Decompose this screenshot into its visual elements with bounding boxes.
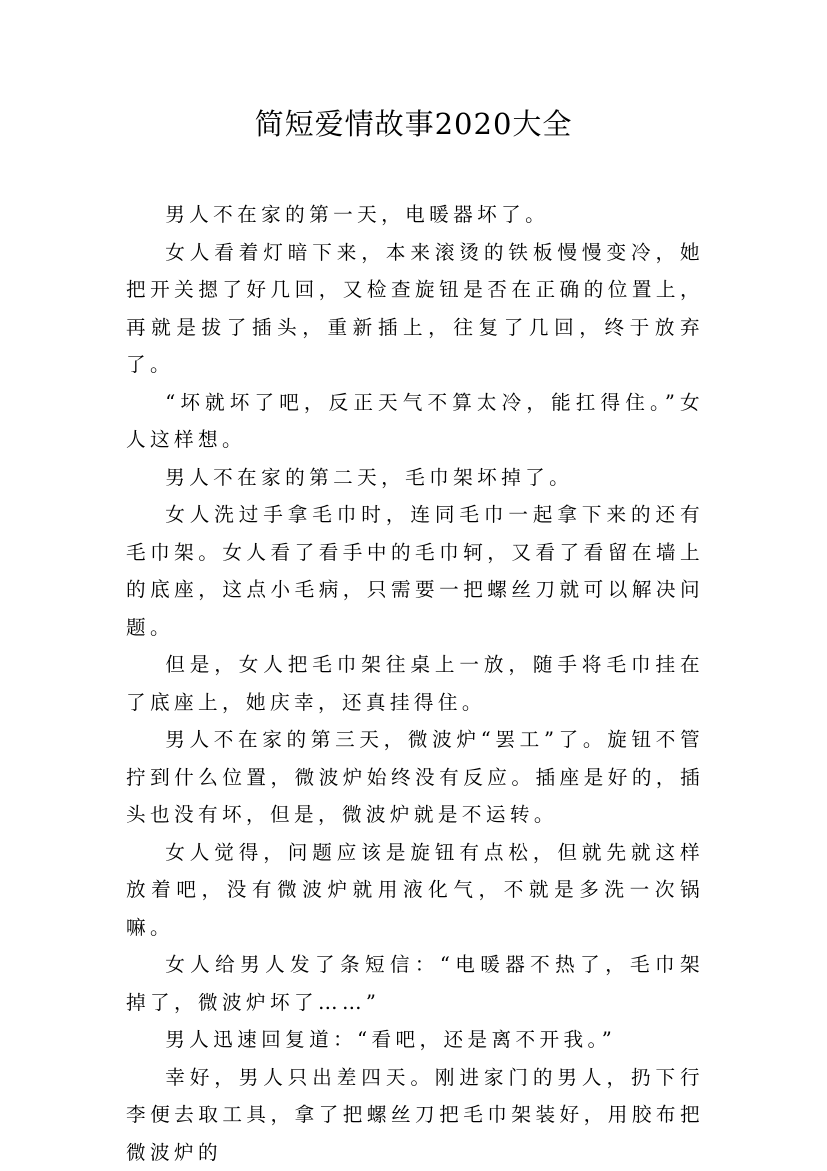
paragraph: 男人不在家的第一天，电暖器坏了。 [126,196,704,234]
paragraph: 但是，女人把毛巾架往桌上一放，随手将毛巾挂在了底座上，她庆幸，还真挂得住。 [126,646,704,721]
paragraph: 女人看着灯暗下来，本来滚烫的铁板慢慢变冷，她把开关摁了好几回，又检查旋钮是否在正确的位置上，再就是拔了插头，重新插上，往复了几回，终于放弃了。 [126,234,704,384]
paragraph: 女人给男人发了条短信：“电暖器不热了，毛巾架掉了，微波炉坏了……” [126,946,704,1021]
paragraph: 男人不在家的第二天，毛巾架坏掉了。 [126,459,704,497]
document-title: 简短爱情故事2020大全 [0,104,827,144]
paragraph: “坏就坏了吧，反正天气不算太冷，能扛得住。”女人这样想。 [126,384,704,459]
document-body [126,196,704,1171]
paragraph: 女人觉得，问题应该是旋钮有点松，但就先就这样放着吧，没有微波炉就用液化气，不就是多洗一次锅嘛。 [126,834,704,947]
paragraph: 男人不在家的第三天，微波炉“罢工”了。旋钮不管拧到什么位置，微波炉始终没有反应。插座是好的，插头也没有坏，但是，微波炉就是不运转。 [126,721,704,834]
paragraph: 幸好，男人只出差四天。刚进家门的男人，扔下行李便去取工具，拿了把螺丝刀把毛巾架装好，用胶布把微波炉的 [126,1059,704,1171]
paragraph: 男人迅速回复道：“看吧，还是离不开我。” [126,1021,704,1059]
paragraph: 女人洗过手拿毛巾时，连同毛巾一起拿下来的还有毛巾架。女人看了看手中的毛巾轲，又看了看留在墙上的底座，这点小毛病，只需要一把螺丝刀就可以解决问题。 [126,496,704,646]
